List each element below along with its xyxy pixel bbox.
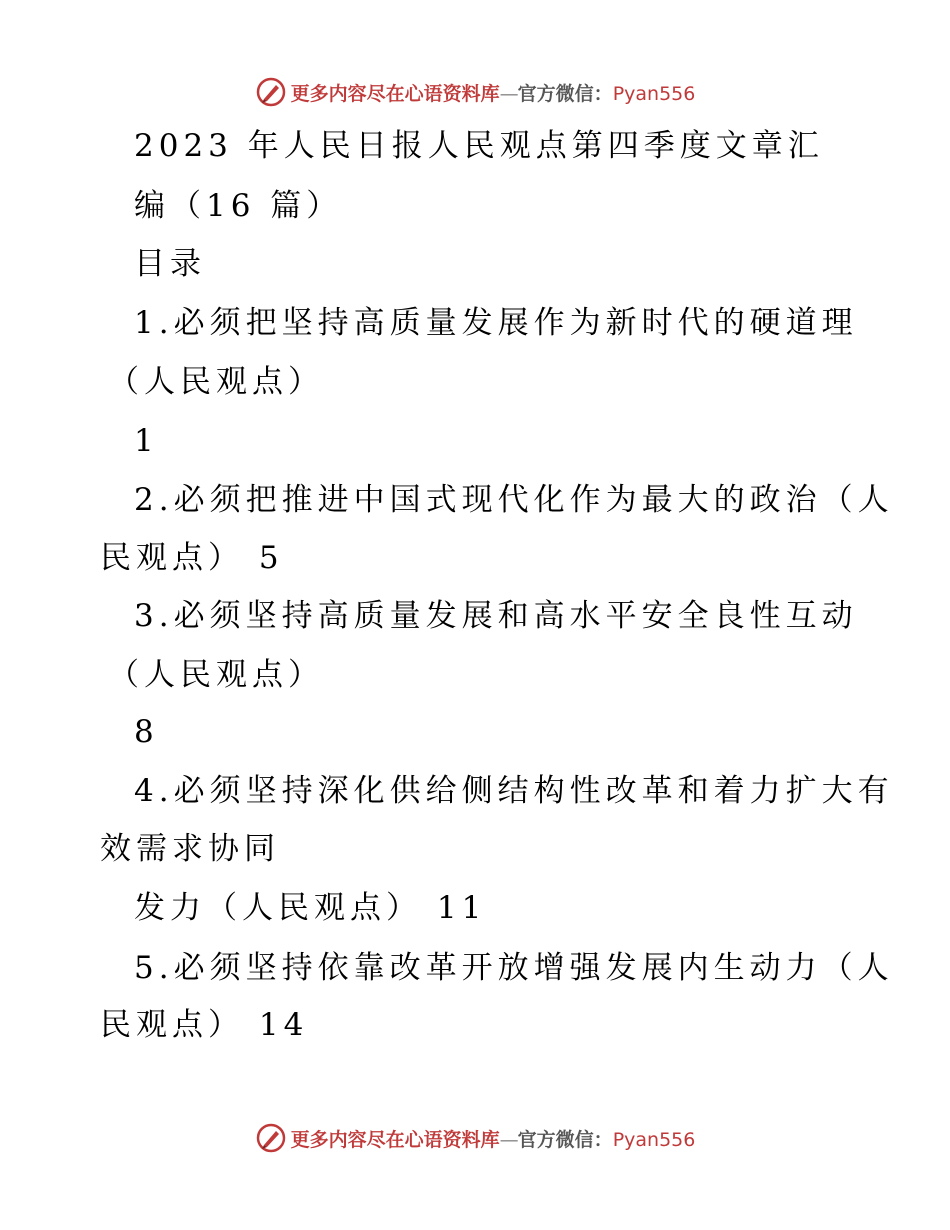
toc-entry-3-page: 8 (134, 714, 159, 750)
document-title-line-1: 2023 年人民日报人民观点第四季度文章汇 (134, 128, 824, 164)
toc-entry-2: 2.必须把推进中国式现代化作为最大的政治（人 (134, 482, 894, 518)
pen-logo-icon (255, 1122, 287, 1154)
pen-logo-icon (255, 76, 287, 108)
watermark-text: 更多内容尽在心语资料库—官方微信：Pyan556 (290, 1128, 696, 1151)
toc-entry-1-page: 1 (134, 423, 159, 459)
toc-entry-4: 4.必须坚持深化供给侧结构性改革和着力扩大有 (134, 773, 894, 809)
toc-heading: 目录 (134, 246, 206, 282)
toc-entry-1-cont: （人民观点） (108, 364, 324, 400)
toc-entry-2-cont: 民观点） 5 (100, 540, 284, 576)
toc-entry-3: 3.必须坚持高质量发展和高水平安全良性互动 (134, 598, 858, 634)
document-title-line-2: 编（16 篇） (134, 188, 343, 224)
watermark-text: 更多内容尽在心语资料库—官方微信：Pyan556 (290, 82, 696, 105)
toc-entry-5: 5.必须坚持依靠改革开放增强发展内生动力（人 (134, 950, 894, 986)
toc-entry-1: 1.必须把坚持高质量发展作为新时代的硬道理 (134, 305, 858, 341)
toc-entry-4-cont-2: 发力（人民观点） 11 (134, 890, 487, 926)
header-watermark (0, 72, 950, 112)
toc-entry-5-cont: 民观点） 14 (100, 1007, 309, 1043)
toc-entry-3-cont: （人民观点） (108, 657, 324, 693)
footer-watermark (0, 1118, 950, 1158)
toc-entry-4-cont: 效需求协同 (100, 831, 280, 867)
